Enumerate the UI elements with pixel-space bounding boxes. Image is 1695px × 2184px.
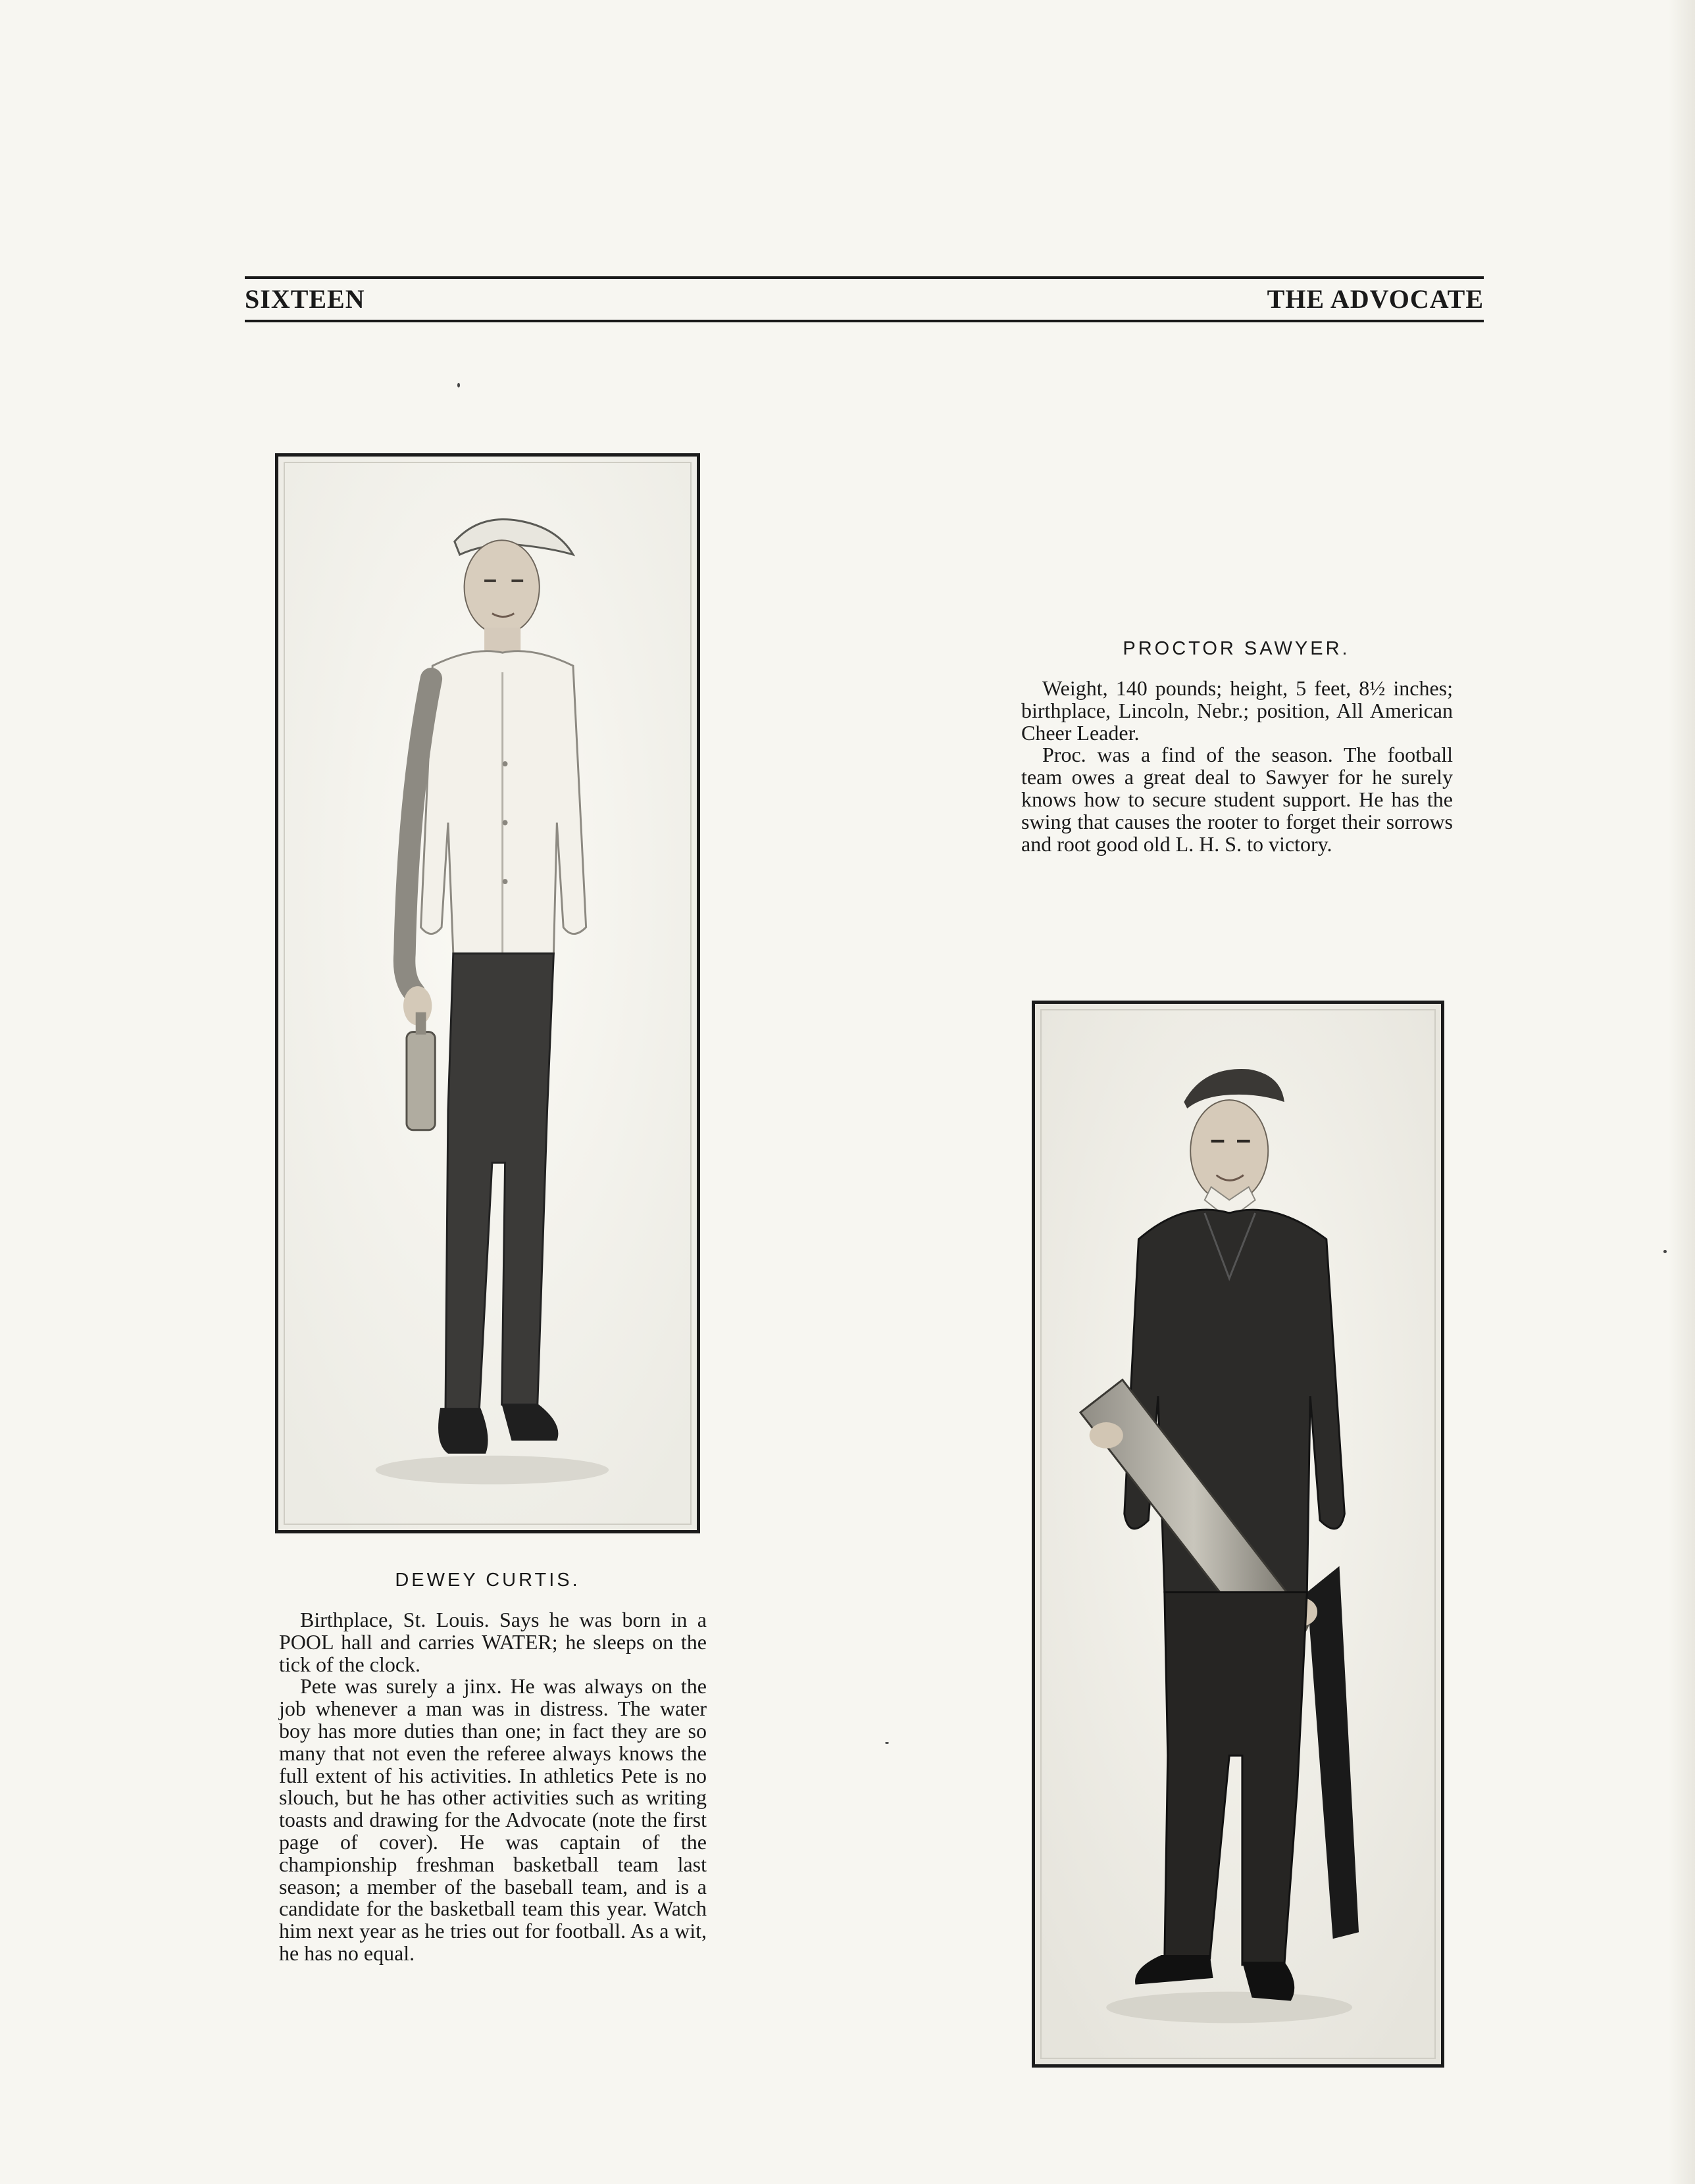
profile-paragraph: Weight, 140 pounds; height, 5 feet, 8½ inches; birthplace, Lincoln, Nebr.; position, All American Cheer Leader. — [1021, 676, 1453, 745]
publication-title: THE ADVOCATE — [1267, 284, 1484, 314]
photo-dewey-curtis — [275, 453, 700, 1533]
profile-paragraph: Proc. was a find of the season. The football team owes a great deal to Sawyer for he surely knows how to secure student support. He has the swing that causes the rooter to forget their sorrows and root good old L. H. S. to victory. — [1021, 743, 1453, 856]
page-number: SIXTEEN — [245, 284, 365, 314]
profile-paragraph: Pete was surely a jinx. He was always on the job whenever a man was in distress. The water boy has more duties than one; in fact they are so many that not even the referee always knows the full extent of his activities. In athletics Pete is no slouch, but he has other activities such as writing toasts and drawing for the Advocate (note the first page of cover). He was captain of the championship freshman basketball team last season; a member of the baseball team, and is a candidate for the basketball team this year. Watch him next year as he tries out for football. As a wit, he has no equal. — [279, 1674, 707, 1965]
print-speck — [885, 1742, 889, 1744]
profile-name-dewey-curtis: DEWEY CURTIS. — [395, 1570, 580, 1591]
print-speck — [1663, 1250, 1667, 1253]
header-rule-bottom — [245, 320, 1484, 322]
photo-proctor-sawyer — [1032, 1001, 1444, 2068]
portrait-figure-curtis — [278, 457, 697, 1530]
portrait-figure-sawyer — [1035, 1004, 1441, 2064]
page-edge-shadow — [1669, 0, 1695, 2184]
header-rule-top — [245, 276, 1484, 279]
print-speck — [457, 383, 460, 387]
profile-paragraph: Birthplace, St. Louis. Says he was born in a POOL hall and carries WATER; he sleeps on the tick of the clock. — [279, 1608, 707, 1676]
profile-name-proctor-sawyer: PROCTOR SAWYER. — [1123, 638, 1350, 659]
profile-body-proctor-sawyer — [1021, 678, 1453, 855]
profile-body-dewey-curtis — [279, 1609, 707, 1965]
